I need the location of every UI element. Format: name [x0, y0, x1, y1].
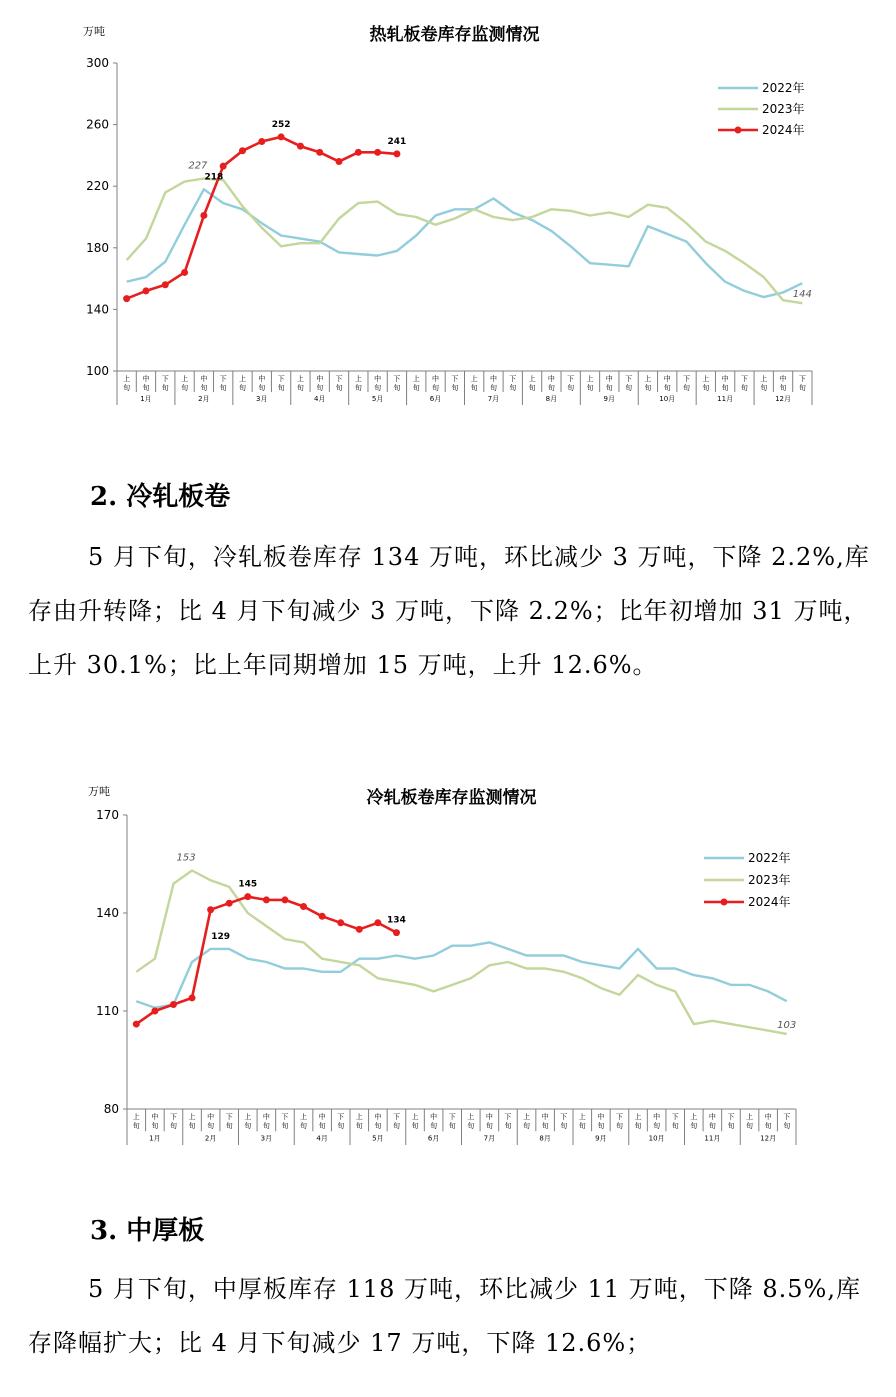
- x-sub-label: 旬: [578, 1122, 586, 1130]
- x-sub-label: 旬: [798, 384, 806, 392]
- data-label: 252: [271, 119, 291, 130]
- x-month-label: 2月: [198, 395, 210, 404]
- x-sub-label: 上: [354, 375, 362, 383]
- y-tick-label: 140: [86, 302, 109, 317]
- x-sub-label: 下: [560, 1113, 568, 1121]
- x-sub-label: 旬: [219, 384, 227, 392]
- series-marker: [297, 143, 304, 150]
- x-sub-label: 旬: [779, 384, 787, 392]
- x-sub-label: 上: [411, 1113, 419, 1121]
- x-sub-label: 上: [412, 375, 420, 383]
- x-sub-label: 下: [448, 1113, 456, 1121]
- x-sub-label: 旬: [509, 384, 517, 392]
- section-heading-plate: 3. 中厚板: [90, 1216, 205, 1246]
- hot-rolled-inventory-chart: [0, 0, 896, 430]
- x-sub-label: 旬: [690, 1122, 698, 1130]
- series-line-2022年: [127, 189, 803, 297]
- x-sub-label: 旬: [335, 384, 343, 392]
- x-sub-label: 上: [634, 1113, 642, 1121]
- data-label: 144: [792, 289, 812, 301]
- x-sub-label: 中: [374, 1113, 382, 1121]
- x-sub-label: 中: [541, 1113, 549, 1121]
- x-month-label: 1月: [140, 395, 152, 404]
- x-sub-label: 上: [690, 1113, 698, 1121]
- x-sub-label: 下: [509, 375, 517, 383]
- series-marker: [300, 903, 307, 910]
- x-sub-label: 中: [142, 375, 150, 383]
- x-sub-label: 上: [760, 375, 768, 383]
- x-sub-label: 旬: [721, 384, 729, 392]
- x-month-label: 3月: [260, 1134, 273, 1143]
- x-sub-label: 下: [392, 1113, 400, 1121]
- series-marker: [226, 900, 233, 907]
- series-marker: [355, 149, 362, 156]
- x-sub-label: 上: [586, 375, 594, 383]
- x-sub-label: 旬: [412, 384, 420, 392]
- x-sub-label: 下: [219, 375, 227, 383]
- x-sub-label: 上: [300, 1113, 308, 1121]
- series-marker: [336, 158, 343, 165]
- x-month-label: 7月: [487, 395, 500, 404]
- paragraph-cold-rolled-text: 5 月下旬，冷轧板卷库存 134 万吨，环比减少 3 万吨，下降 2.2%,库存由升转降；比 4 月下旬减少 3 万吨，下降 2.2%；比年初增加 31 万吨，上升 30.1%；比上年同期增加 15 万吨，上升 12.6%。: [28, 543, 870, 679]
- x-sub-label: 旬: [151, 1122, 159, 1130]
- x-sub-label: 下: [504, 1113, 512, 1121]
- series-marker: [393, 929, 400, 936]
- x-sub-label: 旬: [337, 1122, 345, 1130]
- x-sub-label: 旬: [727, 1122, 735, 1130]
- x-sub-label: 下: [161, 375, 169, 383]
- x-sub-label: 旬: [296, 384, 304, 392]
- x-sub-label: 上: [355, 1113, 363, 1121]
- series-marker: [356, 926, 363, 933]
- legend-label: 2022年: [762, 81, 805, 95]
- series-marker: [162, 281, 169, 288]
- x-sub-label: 旬: [671, 1122, 679, 1130]
- legend-label: 2024年: [748, 895, 791, 909]
- data-label: 145: [238, 879, 258, 890]
- x-sub-label: 中: [547, 375, 555, 383]
- x-month-label: 10月: [659, 395, 676, 404]
- x-sub-label: 旬: [448, 1122, 456, 1130]
- y-tick-label: 100: [86, 364, 109, 378]
- cold-rolled-chart-svg: [0, 775, 896, 1160]
- x-sub-label: 旬: [615, 1122, 623, 1130]
- legend-label: 2023年: [748, 873, 791, 887]
- x-sub-label: 旬: [281, 1122, 289, 1130]
- x-month-label: 4月: [316, 1134, 328, 1143]
- x-sub-label: 上: [578, 1113, 586, 1121]
- x-sub-label: 旬: [181, 384, 189, 392]
- x-sub-label: 旬: [300, 1122, 308, 1130]
- x-sub-label: 旬: [132, 1122, 140, 1130]
- x-sub-label: 旬: [547, 384, 555, 392]
- x-sub-label: 旬: [225, 1122, 233, 1130]
- legend-marker: [735, 127, 742, 134]
- y-tick-label: 110: [96, 1004, 119, 1018]
- x-sub-label: 旬: [644, 384, 652, 392]
- data-label: 227: [188, 160, 208, 172]
- x-sub-label: 旬: [355, 1122, 363, 1130]
- x-sub-label: 旬: [277, 384, 285, 392]
- x-month-label: 5月: [372, 1134, 384, 1143]
- legend-label: 2022年: [748, 851, 791, 865]
- x-sub-label: 旬: [663, 384, 671, 392]
- y-tick-label: 300: [86, 56, 109, 70]
- series-marker: [189, 994, 196, 1001]
- x-sub-label: 中: [262, 1113, 270, 1121]
- x-sub-label: 旬: [374, 1122, 382, 1130]
- x-sub-label: 下: [393, 375, 401, 383]
- series-line-2023年: [127, 179, 803, 304]
- series-marker: [244, 893, 251, 900]
- x-sub-label: 旬: [567, 384, 575, 392]
- x-sub-label: 中: [207, 1113, 215, 1121]
- x-sub-label: 旬: [258, 384, 266, 392]
- x-sub-label: 旬: [597, 1122, 605, 1130]
- series-line-2022年: [136, 942, 786, 1007]
- paragraph-plate: [28, 1262, 873, 1370]
- x-sub-label: 旬: [392, 1122, 400, 1130]
- x-sub-label: 中: [489, 375, 497, 383]
- x-sub-label: 中: [605, 375, 613, 383]
- y-tick-label: 170: [96, 808, 119, 822]
- x-sub-label: 下: [625, 375, 633, 383]
- series-marker: [258, 138, 265, 145]
- x-sub-label: 上: [644, 375, 652, 383]
- x-sub-label: 旬: [318, 1122, 326, 1130]
- x-sub-label: 旬: [489, 384, 497, 392]
- series-marker: [200, 212, 207, 219]
- x-month-label: 3月: [256, 395, 268, 404]
- x-sub-label: 旬: [783, 1122, 791, 1130]
- x-sub-label: 旬: [238, 384, 246, 392]
- series-marker: [151, 1008, 158, 1015]
- x-sub-label: 旬: [467, 1122, 475, 1130]
- x-sub-label: 上: [123, 375, 131, 383]
- chart-title: 冷轧板卷库存监测情况: [366, 788, 537, 808]
- data-label: 134: [387, 915, 406, 926]
- data-label: 218: [204, 172, 224, 183]
- x-sub-label: 旬: [653, 1122, 661, 1130]
- x-sub-label: 中: [485, 1113, 493, 1121]
- x-sub-label: 上: [238, 375, 246, 383]
- legend-label: 2023年: [762, 102, 805, 116]
- x-sub-label: 下: [615, 1113, 623, 1121]
- x-sub-label: 旬: [586, 384, 594, 392]
- x-sub-label: 旬: [470, 384, 478, 392]
- x-sub-label: 中: [708, 1113, 716, 1121]
- x-sub-label: 旬: [169, 1122, 177, 1130]
- y-axis-unit: 万吨: [88, 785, 110, 798]
- x-month-label: 9月: [603, 395, 616, 404]
- y-tick-label: 220: [86, 179, 109, 194]
- series-line-2024年: [127, 137, 397, 299]
- x-sub-label: 旬: [244, 1122, 252, 1130]
- series-marker: [181, 269, 188, 276]
- x-sub-label: 旬: [485, 1122, 493, 1130]
- x-sub-label: 上: [746, 1113, 754, 1121]
- x-sub-label: 旬: [708, 1122, 716, 1130]
- series-marker: [393, 150, 400, 157]
- chart-title: 热轧板卷库存监测情况: [369, 25, 540, 45]
- x-sub-label: 旬: [523, 1122, 531, 1130]
- x-sub-label: 旬: [764, 1122, 772, 1130]
- x-sub-label: 上: [296, 375, 304, 383]
- x-sub-label: 上: [470, 375, 478, 383]
- x-sub-label: 下: [335, 375, 343, 383]
- x-month-label: 9月: [595, 1134, 607, 1143]
- x-sub-label: 旬: [746, 1122, 754, 1130]
- series-marker: [170, 1001, 177, 1008]
- x-month-label: 1月: [149, 1134, 161, 1143]
- legend-label: 2024年: [762, 123, 805, 137]
- x-sub-label: 上: [523, 1113, 531, 1121]
- x-sub-label: 旬: [634, 1122, 642, 1130]
- x-sub-label: 旬: [200, 384, 208, 392]
- data-label: 153: [176, 852, 196, 864]
- x-sub-label: 旬: [504, 1122, 512, 1130]
- x-month-label: 8月: [539, 1134, 551, 1143]
- x-sub-label: 下: [451, 375, 459, 383]
- x-sub-label: 中: [316, 375, 324, 383]
- x-sub-label: 中: [374, 375, 382, 383]
- hot-rolled-chart-svg: [0, 0, 896, 430]
- x-sub-label: 中: [721, 375, 729, 383]
- x-sub-label: 下: [277, 375, 285, 383]
- x-sub-label: 旬: [683, 384, 691, 392]
- x-sub-label: 旬: [432, 384, 440, 392]
- series-marker: [319, 913, 326, 920]
- x-sub-label: 下: [671, 1113, 679, 1121]
- x-sub-label: 旬: [393, 384, 401, 392]
- data-label: 103: [777, 1019, 797, 1031]
- x-sub-label: 上: [244, 1113, 252, 1121]
- x-sub-label: 旬: [430, 1122, 438, 1130]
- x-sub-label: 旬: [702, 384, 710, 392]
- series-marker: [220, 163, 227, 170]
- x-sub-label: 旬: [316, 384, 324, 392]
- x-sub-label: 旬: [760, 384, 768, 392]
- x-sub-label: 下: [225, 1113, 233, 1121]
- x-sub-label: 上: [528, 375, 536, 383]
- x-month-label: 6月: [427, 1134, 440, 1143]
- x-month-label: 11月: [717, 395, 734, 404]
- y-tick-label: 180: [86, 240, 109, 255]
- y-axis-unit: 万吨: [83, 25, 105, 38]
- x-sub-label: 旬: [354, 384, 362, 392]
- x-month-label: 4月: [313, 395, 326, 404]
- x-sub-label: 下: [169, 1113, 177, 1121]
- x-sub-label: 旬: [528, 384, 536, 392]
- x-sub-label: 旬: [411, 1122, 419, 1130]
- x-sub-label: 旬: [188, 1122, 196, 1130]
- series-marker: [239, 147, 246, 154]
- x-sub-label: 中: [430, 1113, 438, 1121]
- x-sub-label: 中: [200, 375, 208, 383]
- x-sub-label: 上: [188, 1113, 196, 1121]
- x-month-label: 5月: [371, 395, 384, 404]
- x-sub-label: 中: [764, 1113, 772, 1121]
- x-month-label: 10月: [648, 1134, 665, 1143]
- x-sub-label: 旬: [207, 1122, 215, 1130]
- series-marker: [337, 919, 344, 926]
- x-sub-label: 下: [281, 1113, 289, 1121]
- x-month-label: 12月: [760, 1134, 777, 1143]
- cold-rolled-inventory-chart: [0, 775, 896, 1160]
- x-sub-label: 下: [727, 1113, 735, 1121]
- x-sub-label: 下: [798, 375, 806, 383]
- x-sub-label: 旬: [161, 384, 169, 392]
- legend-marker: [721, 899, 728, 906]
- series-marker: [374, 149, 381, 156]
- x-sub-label: 中: [432, 375, 440, 383]
- series-marker: [123, 295, 130, 302]
- x-month-label: 6月: [429, 395, 442, 404]
- paragraph-plate-text: 5 月下旬，中厚板库存 118 万吨，环比减少 11 万吨，下降 8.5%,库存降幅扩大；比 4 月下旬减少 17 万吨，下降 12.6%；: [28, 1275, 861, 1357]
- x-sub-label: 中: [653, 1113, 661, 1121]
- x-sub-label: 中: [663, 375, 671, 383]
- x-sub-label: 中: [779, 375, 787, 383]
- x-sub-label: 下: [740, 375, 748, 383]
- x-sub-label: 旬: [740, 384, 748, 392]
- x-sub-label: 旬: [374, 384, 382, 392]
- series-marker: [263, 896, 270, 903]
- series-marker: [142, 287, 149, 294]
- data-label: 129: [211, 931, 231, 942]
- x-sub-label: 旬: [123, 384, 131, 392]
- series-marker: [316, 149, 323, 156]
- x-sub-label: 旬: [625, 384, 633, 392]
- x-sub-label: 旬: [451, 384, 459, 392]
- x-month-label: 11月: [704, 1134, 721, 1143]
- x-sub-label: 上: [467, 1113, 475, 1121]
- x-sub-label: 上: [181, 375, 189, 383]
- x-sub-label: 下: [683, 375, 691, 383]
- x-sub-label: 上: [702, 375, 710, 383]
- x-sub-label: 中: [597, 1113, 605, 1121]
- x-month-label: 12月: [775, 395, 792, 404]
- y-tick-label: 260: [86, 117, 109, 132]
- x-sub-label: 旬: [560, 1122, 568, 1130]
- x-sub-label: 下: [783, 1113, 791, 1121]
- y-tick-label: 80: [103, 1102, 119, 1116]
- x-sub-label: 上: [132, 1113, 140, 1121]
- series-marker: [207, 906, 214, 913]
- paragraph-cold-rolled: [28, 530, 873, 692]
- x-sub-label: 旬: [262, 1122, 270, 1130]
- x-month-label: 8月: [545, 395, 558, 404]
- x-sub-label: 中: [318, 1113, 326, 1121]
- x-sub-label: 旬: [541, 1122, 549, 1130]
- series-marker: [374, 919, 381, 926]
- x-sub-label: 旬: [605, 384, 613, 392]
- section-heading-cold-rolled: 2. 冷轧板卷: [90, 482, 231, 512]
- series-marker: [281, 896, 288, 903]
- x-sub-label: 下: [337, 1113, 345, 1121]
- series-marker: [133, 1021, 140, 1028]
- x-month-label: 7月: [483, 1134, 496, 1143]
- x-month-label: 2月: [204, 1134, 217, 1143]
- y-tick-label: 140: [96, 906, 119, 920]
- series-marker: [278, 133, 285, 140]
- x-sub-label: 中: [258, 375, 266, 383]
- x-sub-label: 中: [151, 1113, 159, 1121]
- data-label: 241: [387, 136, 407, 147]
- x-sub-label: 旬: [142, 384, 150, 392]
- x-sub-label: 下: [567, 375, 575, 383]
